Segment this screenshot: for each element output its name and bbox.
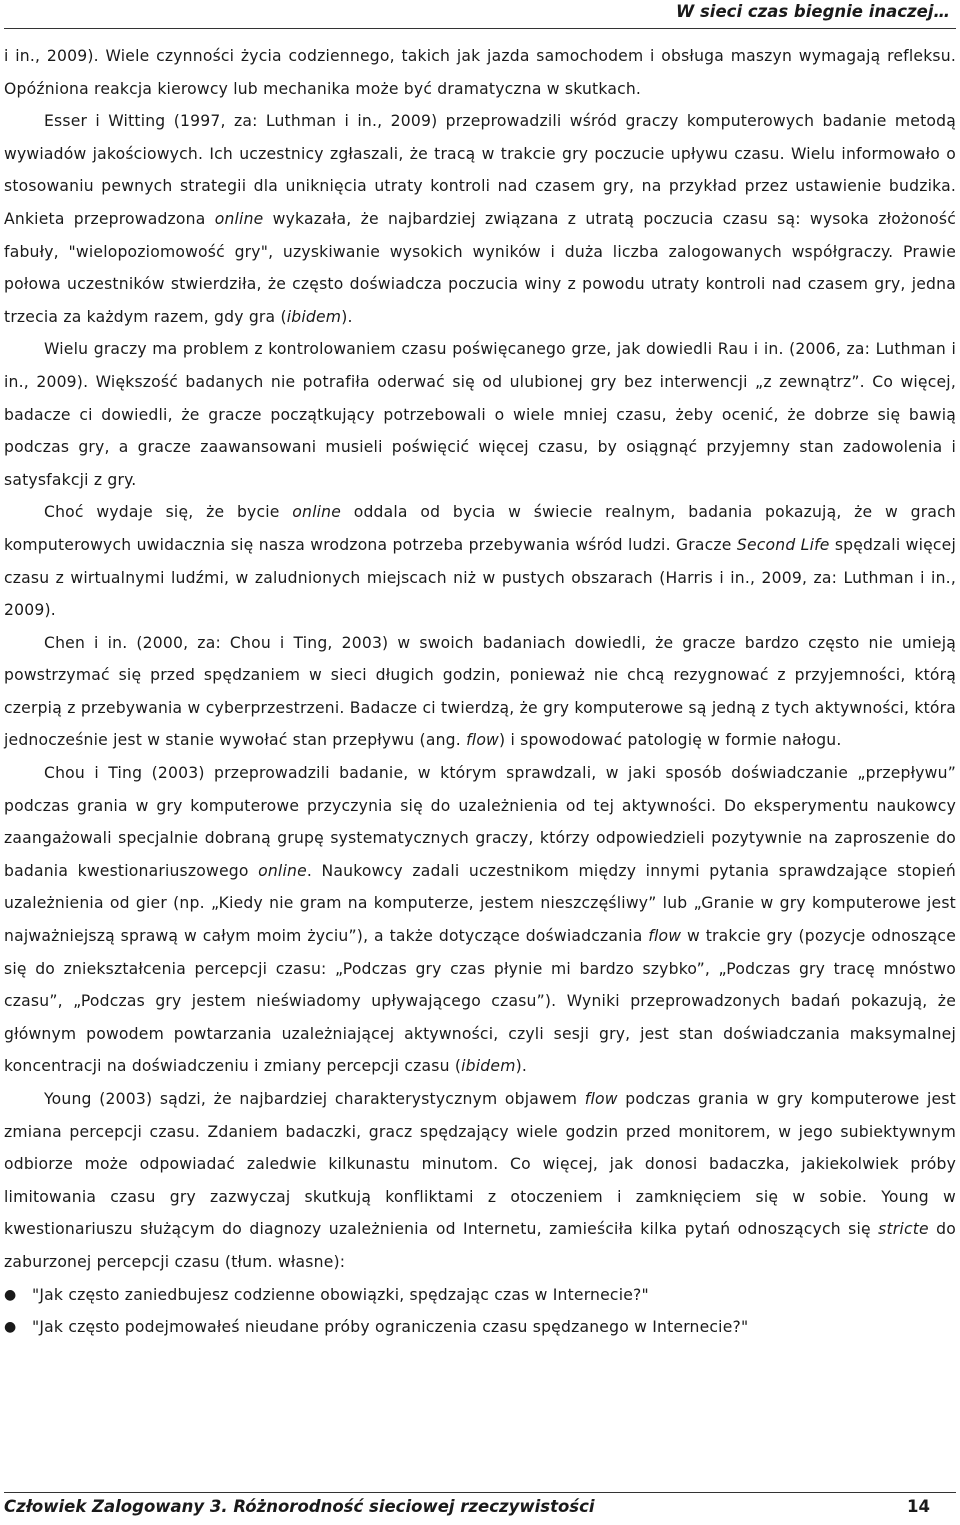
book-title: Człowiek Zalogowany 3. Różnorodność sieciowej rzeczywistości — [4, 1497, 595, 1516]
header-divider — [4, 28, 956, 29]
bullet-icon: ● — [4, 1286, 17, 1303]
paragraph-3: Wielu graczy ma problem z kontrolowaniem czasu poświęcanego grze, jak dowiedli Rau i in. (2006, za: Luthman i in., 2009). Większość badanych nie potrafiła oderwać się od ulubionej gry bez interwencji „z zewnątrz”. Co więcej, badacze ci dowiedli, że gracze początkujący potrzebowali o wiele mniej czasu, żeby ocenić, że dobrze się bawią podczas gry, a gracze zaawansowani musieli poświęcić więcej czasu, by osiągnąć przyjemny stan zadowolenia i satysfakcji z gry. — [4, 340, 956, 489]
page-body — [4, 40, 956, 1344]
paragraph-5: Chen i in. (2000, za: Chou i Ting, 2003) w swoich badaniach dowiedli, że gracze bardzo często nie umieją powstrzymać się przed spędzaniem w sieci długich godzin, ponieważ nie chcą rezygnować z przyjemności, którą czerpią z przebywania w cyberprzestrzeni. Badacze ci twierdzą, że gry komputerowe są jedną z tych aktywności, która jednocześnie jest w stanie wywołać stan przepływu (ang. flow) i spowodować patologię w formie nałogu. — [4, 633, 956, 750]
footer-divider — [4, 1492, 956, 1493]
page-number: 14 — [907, 1497, 930, 1516]
running-header: W sieci czas biegnie inaczej… — [676, 2, 950, 21]
list-item: ● "Jak często zaniedbujesz codzienne obowiązki, spędzając czas w Internecie?" — [4, 1279, 956, 1312]
bullet-icon: ● — [4, 1319, 17, 1336]
paragraph-6: Chou i Ting (2003) przeprowadzili badanie, w którym sprawdzali, w jaki sposób doświadczanie „przepływu” podczas grania w gry komputerowe przyczynia się do uzależnienia od tej aktywności. Do eksperymentu naukowcy zaangażowali specjalnie dobraną grupę systematycznych graczy, którzy odpowiedzieli pozytywnie na zaproszenie do badania kwestionariuszowego online. Naukowcy zadali uczestnikom między innymi pytania sprawdzające stopień uzależnienia od gier (np. „Kiedy nie gram na komputerze, jestem nieszczęśliwy” lub „Granie w gry komputerowe jest najważniejszą sprawą w całym moim życiu”), a także dotyczące doświadczania flow w trakcie gry (pozycje odnoszące się do zniekształcenia percepcji czasu: „Podczas gry czas płynie mi bardzo szybko”, „Podczas gry tracę mnóstwo czasu”, „Podczas gry jestem nieświadomy upływającego czasu”). Wyniki przeprowadzonych badań pokazują, że głównym powodem powtarzania uzależniającej aktywności, czyli sesji gry, jest stan doświadczania maksymalnej koncentracji na doświadczeniu i zmiany percepcji czasu (ibidem). — [4, 764, 956, 1076]
paragraph-4: Choć wydaje się, że bycie online oddala od bycia w świecie realnym, badania pokazują, że w grach komputerowych uwidacznia się nasza wrodzona potrzeba przebywania wśród ludzi. Gracze Second Life spędzali więcej czasu z wirtualnymi ludźmi, w zaludnionych miejscach niż w pustych obszarach (Harris i in., 2009, za: Luthman i in., 2009). — [4, 503, 956, 620]
page-footer — [4, 1497, 950, 1516]
paragraph-7: Young (2003) sądzi, że najbardziej charakterystycznym objawem flow podczas grania w gry komputerowe jest zmiana percepcji czasu. Zdaniem badaczki, gracz spędzający wiele godzin przed monitorem, w jego subiektywnym odbiorze może odpowiadać zaledwie kilkunastu minutom. Co więcej, jak donosi badaczka, jakiekolwiek próby limitowania czasu gry zazwyczaj skutkują konfliktami z otoczeniem i zamknięciem się w sobie. Young w kwestionariuszu służącym do diagnozy uzależnienia od Internetu, zamieściła kilka pytań odnoszących się stricte do zaburzonej percepcji czasu (tłum. własne): — [4, 1090, 956, 1271]
paragraph-1: i in., 2009). Wiele czynności życia codziennego, takich jak jazda samochodem i obsługa maszyn wymagają refleksu. Opóźniona reakcja kierowcy lub mechanika może być dramatyczna w skutkach. — [4, 47, 956, 98]
question-list — [4, 1279, 956, 1344]
list-item: ● "Jak często podejmowałeś nieudane próby ograniczenia czasu spędzanego w Internecie?" — [4, 1311, 956, 1344]
paragraph-2: Esser i Witting (1997, za: Luthman i in., 2009) przeprowadzili wśród graczy komputerowych badanie metodą wywiadów jakościowych. Ich uczestnicy zgłaszali, że tracą w trakcie gry poczucie upływu czasu. Wielu informowało o stosowaniu pewnych strategii dla uniknięcia utraty kontroli nad czasem gry, na przykład przez ustawienie budzika. Ankieta przeprowadzona online wykazała, że najbardziej związana z utratą poczucia czasu są: wysoka złożoność fabuły, "wielopoziomowość gry", uzyskiwanie wysokich wyników i duża liczba zalogowanych współgraczy. Prawie połowa uczestników stwierdziła, że często doświadcza poczucia winy z powodu utraty kontroli nad czasem gry, jedna trzecia za każdym razem, gdy gra (ibidem). — [4, 112, 957, 326]
